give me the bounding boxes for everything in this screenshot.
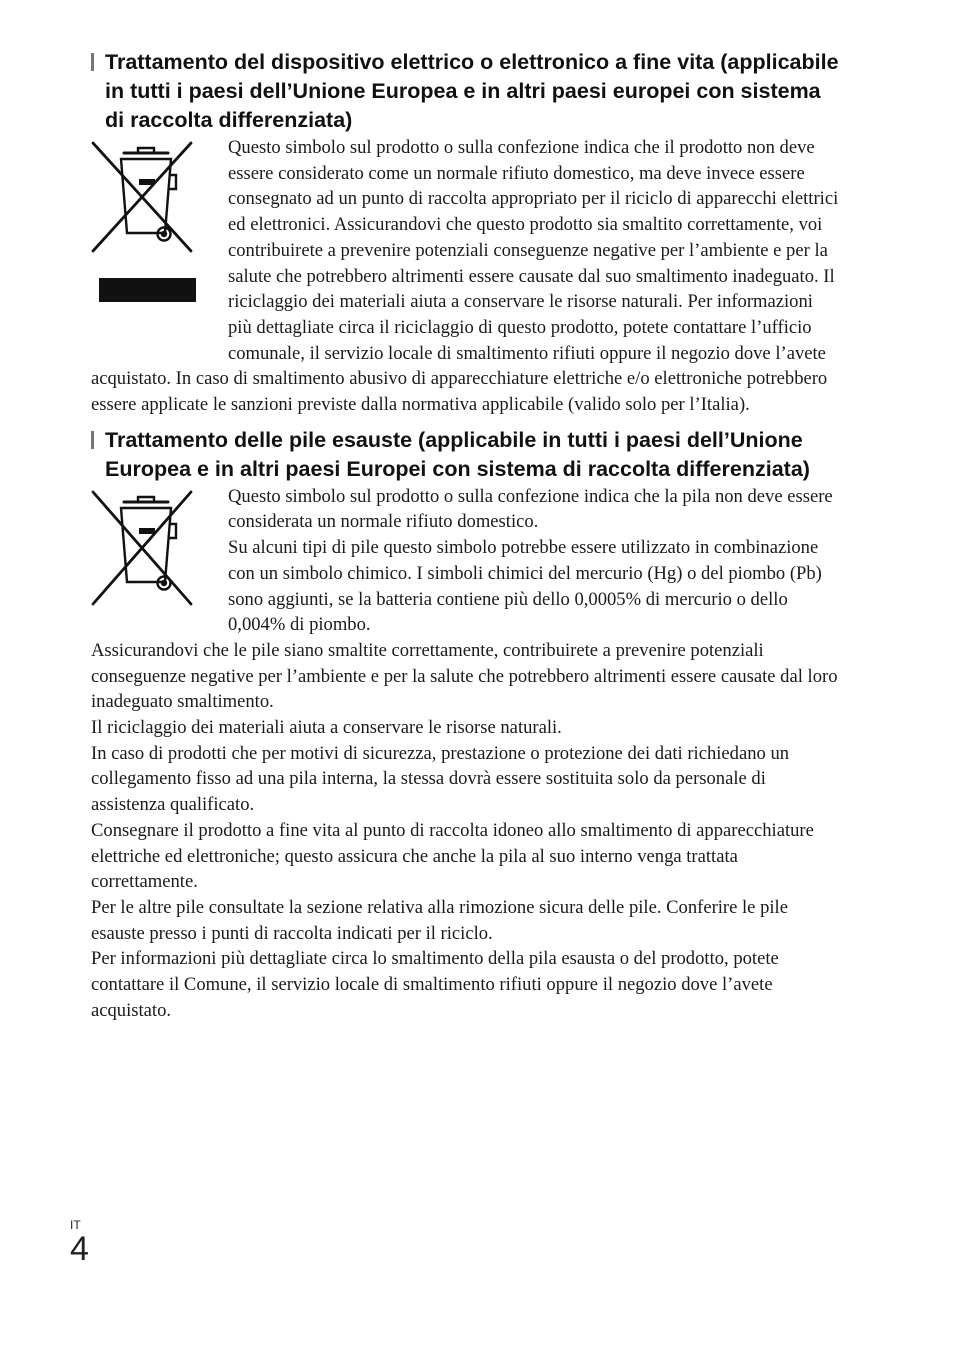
body-paragraph: Consegnare il prodotto a fine vita al punto di raccolta idoneo allo smaltimento di apparecchiature elettriche ed elettroniche; questo assicura che anche la pila al suo interno venga trattata correttamente. (91, 819, 814, 893)
section-heading-weee (91, 48, 841, 135)
heading-marker (91, 431, 94, 449)
body-paragraph: Assicurandovi che le pile siano smaltite correttamente, contribuirete a prevenire potenziali conseguenze negative per l’ambiente e per la salute che potrebbero altrimenti essere causate dal loro inadeguato smaltimento. (91, 639, 838, 713)
body-paragraph: Per informazioni più dettagliate circa lo smaltimento della pila esausta o del prodotto, potete contattare il Comune, il servizio locale di smaltimento rifiuti oppure il negozio dove l’avete acquistato. (91, 948, 779, 1021)
heading-marker (91, 53, 94, 71)
section-batteries (91, 484, 841, 1024)
page-number: 4 (70, 1230, 89, 1268)
body-paragraph: Il riciclaggio dei materiali aiuta a conservare le risorse naturali. (91, 717, 562, 739)
crossed-out-wheelie-bin-icon (91, 139, 201, 309)
section-weee (91, 135, 841, 418)
crossed-out-wheelie-bin-icon (91, 488, 201, 610)
section-title-batteries: Trattamento delle pile esauste (applicabile in tutti i paesi dell’Unione Europea e in altri paesi Europei con sistema di raccolta differenziata) (105, 427, 810, 481)
body-paragraph: In caso di prodotti che per motivi di sicurezza, prestazione o protezione dei dati richiedano un collegamento fisso ad una pila interna, la stessa dovrà essere sostituita solo da personale di assistenza qualificato. (91, 742, 790, 816)
body-paragraph: Per le altre pile consultate la sezione relativa alla rimozione sicura delle pile. Conferire le pile esauste presso i punti di raccolta indicati per il riciclo. (91, 896, 788, 944)
body-paragraph: Questo simbolo sul prodotto o sulla confezione indica che il prodotto non deve essere considerato come un normale rifiuto domestico, ma deve invece essere consegnato ad un punto di raccolta appropriato per il riciclo di apparecchi elettrici ed elettronici. Assicurandovi che questo prodotto sia smaltito correttamente, voi contribuirete a prevenire potenziali conseguenze negative per l’ambiente e per la salute che potrebbero altrimenti essere causate dal suo smaltimento inadeguato. Il riciclaggio dei materiali aiuta a conservare le risorse naturali. Per informazioni più dettagliate circa il riciclaggio di questo prodotto, potete contattare l’ufficio comunale, il servizio locale di smaltimento rifiuti oppure il negozio dove l’avete acquistato. In caso di smaltimento abusivo di apparecchiature elettriche e/o elettroniche potrebbero essere applicate le sanzioni previste dalla normativa applicabile (valido solo per l’Italia). (91, 137, 839, 416)
body-paragraph: Questo simbolo sul prodotto o sulla confezione indica che la pila non deve essere considerata un normale rifiuto domestico. (228, 485, 833, 533)
document-page (91, 48, 841, 1024)
section-title-weee: Trattamento del dispositivo elettrico o elettronico a fine vita (applicabile in tutti i paesi dell’Unione Europea e in altri paesi europei con sistema di raccolta differenziata) (105, 50, 839, 132)
language-code: IT (70, 1218, 81, 1232)
weee-symbol (91, 139, 228, 343)
battery-symbol (91, 488, 228, 628)
section-heading-batteries (91, 426, 841, 484)
page-footer (70, 1218, 89, 1266)
body-paragraph: Su alcuni tipi di pile questo simbolo potrebbe essere utilizzato in combinazione con un simbolo chimico. I simboli chimici del mercurio (Hg) o del piombo (Pb) sono aggiunti, se la batteria contiene più dello 0,0005% di mercurio o dello 0,004% di piombo. (228, 537, 822, 636)
